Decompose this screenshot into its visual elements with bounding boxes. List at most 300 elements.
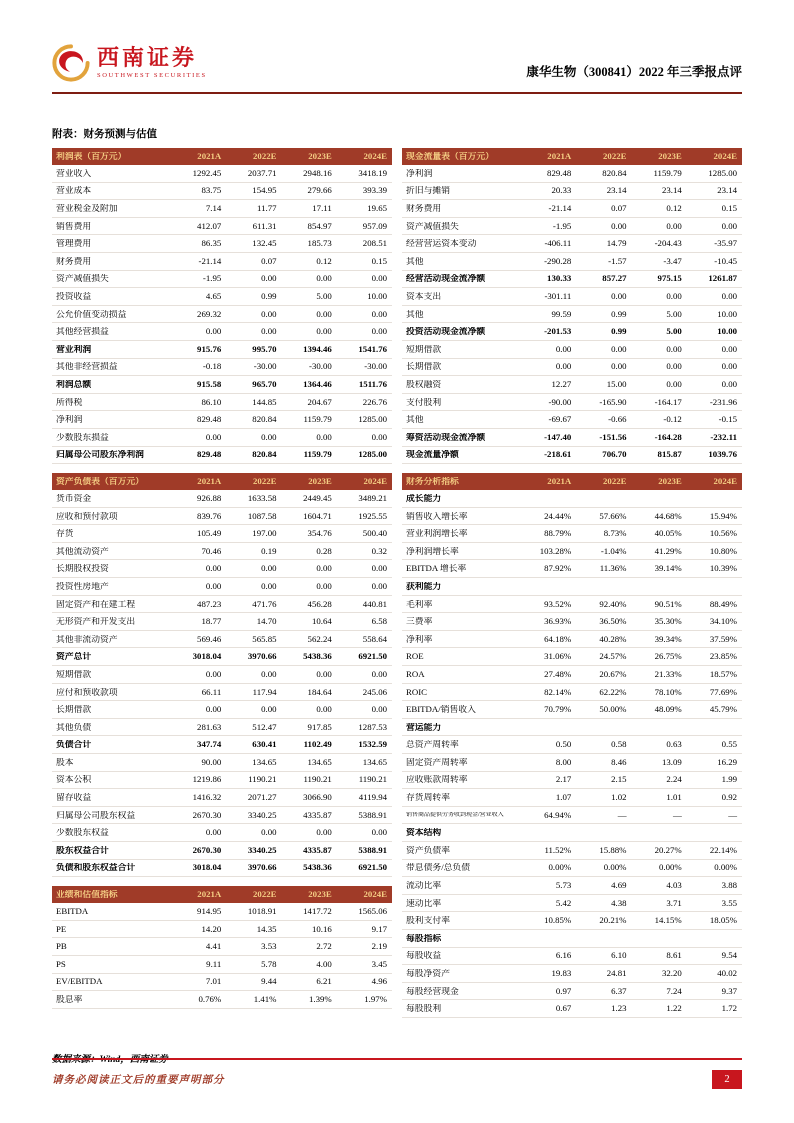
table-row [52, 508, 392, 526]
cell-value: 18.57% [709, 668, 737, 679]
cell-value: -21.14 [548, 203, 572, 214]
page-header [52, 44, 742, 94]
cell-value: -164.28 [654, 431, 682, 442]
cell-value: 1532.59 [358, 739, 387, 750]
table-row [52, 754, 392, 772]
table-row [52, 183, 392, 201]
row-label: 应付和预收款项 [56, 687, 118, 697]
cell-value: 1364.46 [303, 379, 332, 390]
cell-value: 0.00 [371, 273, 387, 284]
cell-value: 5.42 [555, 897, 572, 908]
cell-value: 354.76 [307, 528, 332, 539]
row-label: ROIC [406, 687, 428, 697]
cell-value: 1565.06 [358, 906, 387, 917]
cell-value: 558.64 [362, 633, 387, 644]
cell-value: 40.28% [599, 633, 627, 644]
cell-value: 471.76 [252, 598, 277, 609]
table-row [402, 719, 742, 737]
cell-value: 0.12 [316, 255, 332, 266]
cell-value: 965.70 [252, 379, 277, 390]
table-row [402, 983, 742, 1001]
year-column-header: 2022E [253, 476, 277, 487]
row-label: 股本 [56, 757, 74, 767]
tables-area [52, 148, 742, 1027]
table-row [52, 578, 392, 596]
cell-value: 8.00 [555, 756, 572, 767]
cell-value: 0.00 [666, 343, 682, 354]
cash-flow-table [402, 148, 742, 464]
cell-value: -21.14 [198, 255, 222, 266]
table-row [52, 165, 392, 183]
cell-value: 0.00 [371, 308, 387, 319]
cell-value: 2670.30 [192, 809, 222, 820]
cell-value: -1.95 [202, 273, 222, 284]
row-label: 其他非经营损益 [56, 362, 118, 372]
data-source-note: 数据来源：Wind，西南证券 [52, 1054, 168, 1065]
row-label: PE [56, 924, 67, 934]
cell-value: 0.00 [721, 361, 737, 372]
year-column-header: 2021A [197, 476, 222, 487]
table-row [402, 525, 742, 543]
cell-value: 0.00 [721, 291, 737, 302]
row-label: ROA [406, 669, 425, 679]
cell-value: 34.10% [709, 616, 737, 627]
row-label: 折旧与摊销 [406, 186, 450, 196]
cell-value: 14.20 [201, 923, 222, 934]
cell-value: 10.39% [709, 563, 737, 574]
cell-value: 0.00 [666, 220, 682, 231]
valuation-metrics-table [52, 886, 392, 1009]
cell-value: 2.24 [666, 774, 682, 785]
row-label: 营业利润增长率 [406, 529, 468, 538]
table-row [402, 789, 742, 807]
cell-value: 4.03 [666, 880, 682, 891]
cell-value: -30.00 [364, 361, 387, 372]
row-label: 短期借款 [56, 669, 92, 679]
table-row [402, 666, 742, 684]
row-label: 销售收入增长率 [406, 511, 468, 521]
cell-value: 1925.55 [358, 510, 387, 521]
cell-value: 0.99 [611, 308, 627, 319]
cell-value: 915.76 [197, 343, 222, 354]
cell-value: 6921.50 [358, 862, 387, 873]
cell-value: 3.53 [261, 941, 277, 952]
row-label: 毛利率 [406, 599, 433, 609]
cell-value: 1604.71 [303, 510, 332, 521]
cell-value: 4335.87 [303, 844, 332, 855]
cell-value: 0.00 [316, 668, 332, 679]
table-row [402, 508, 742, 526]
cell-value: 1416.32 [192, 792, 222, 803]
cell-value: 64.94% [544, 809, 572, 820]
table-row [52, 271, 392, 289]
table-row [402, 772, 742, 790]
row-label: 现金流量净额 [406, 450, 459, 460]
cell-value: 70.46 [201, 545, 222, 556]
cell-value: 0.00 [371, 668, 387, 679]
cell-value: 0.00 [371, 326, 387, 337]
table-row [402, 183, 742, 201]
table-row [52, 200, 392, 218]
cell-value: 10.85% [544, 915, 572, 926]
cell-value: 24.44% [544, 510, 572, 521]
cell-value: 829.48 [197, 414, 222, 425]
cell-value: 14.79 [606, 238, 627, 249]
cell-value: 3.71 [666, 897, 682, 908]
table-row [402, 543, 742, 561]
cell-value: 4.00 [316, 958, 332, 969]
row-label: EBITDA/销售收入 [406, 705, 476, 714]
table-row [402, 701, 742, 719]
table-title: 业绩和估值指标 [56, 890, 118, 900]
cell-value: 2449.45 [303, 492, 332, 503]
cell-value: 3418.19 [358, 167, 387, 178]
cell-value: 0.00 [261, 827, 277, 838]
table-row [402, 648, 742, 666]
cell-value: 99.59 [551, 308, 572, 319]
cell-value: 32.20 [661, 968, 682, 979]
table-row [402, 736, 742, 754]
year-column-header: 2024E [363, 889, 387, 900]
cell-value: 23.14 [606, 185, 627, 196]
table-row [402, 631, 742, 649]
cell-value: 5.78 [261, 958, 277, 969]
appendix-heading: 附表：财务预测与估值 [52, 129, 157, 140]
table-row [52, 938, 392, 956]
cell-value: -231.96 [709, 396, 737, 407]
cell-value: -1.95 [552, 220, 572, 231]
table-row [402, 218, 742, 236]
cell-value: 2071.27 [247, 792, 277, 803]
cell-value: — [672, 809, 682, 820]
row-label: 归属母公司股东净利润 [56, 450, 144, 460]
table-row [402, 684, 742, 702]
cell-value: 1417.72 [303, 906, 332, 917]
cell-value: 15.94% [709, 510, 737, 521]
cell-value: 3.55 [721, 897, 737, 908]
cell-value: 1159.79 [653, 167, 682, 178]
row-label: 营业利润 [56, 344, 92, 354]
cell-value: 2.17 [555, 774, 572, 785]
cell-value: 0.76% [198, 994, 222, 1005]
row-label: PB [56, 942, 67, 952]
cell-value: -0.18 [202, 361, 222, 372]
cell-value: -35.97 [714, 238, 737, 249]
table-row [52, 789, 392, 807]
cell-value: 4335.87 [303, 809, 332, 820]
cell-value: 1292.45 [192, 167, 222, 178]
cell-value: -204.43 [654, 238, 682, 249]
cell-value: 1.23 [611, 1003, 627, 1014]
cell-value: 245.06 [362, 686, 387, 697]
cell-value: 0.00 [371, 827, 387, 838]
cell-value: 8.46 [611, 756, 627, 767]
table-row [52, 648, 392, 666]
cell-value: 839.76 [197, 510, 222, 521]
cell-value: 10.16 [311, 923, 332, 934]
cell-value: 18.77 [201, 616, 222, 627]
cell-value: 0.67 [555, 1003, 572, 1014]
cell-value: 0.58 [611, 739, 627, 750]
cell-value: 16.29 [717, 756, 737, 767]
income-statement-table [52, 148, 392, 464]
row-label: 净利润 [406, 168, 433, 178]
cell-value: 4119.94 [358, 792, 387, 803]
cell-value: 0.00 [205, 326, 222, 337]
cell-value: 5.00 [666, 326, 682, 337]
cell-value: 4.41 [205, 941, 222, 952]
table-row [402, 877, 742, 895]
table-row [52, 903, 392, 921]
cell-value: 0.00 [371, 580, 387, 591]
cell-value: 1018.91 [247, 906, 277, 917]
cell-value: 48.09% [654, 704, 682, 715]
cell-value: 0.07 [611, 203, 627, 214]
table-row [52, 288, 392, 306]
row-label: 短期借款 [406, 344, 442, 354]
year-column-header: 2023E [658, 476, 682, 487]
cell-value: 0.00 [261, 704, 277, 715]
row-label: 资本支出 [406, 292, 442, 301]
cell-value: 0.00 [261, 668, 277, 679]
cell-value: 1102.49 [303, 739, 332, 750]
row-label: 经营营运资本变动 [406, 239, 477, 249]
left-column [52, 148, 392, 1027]
cell-value: 86.35 [201, 238, 222, 249]
cell-value: 0.00 [555, 361, 572, 372]
cell-value: 10.00 [717, 308, 737, 319]
cell-value: 22.14% [709, 844, 737, 855]
cell-value: 1087.58 [247, 510, 277, 521]
cell-value: 66.11 [201, 686, 222, 697]
cell-value: 134.65 [252, 756, 277, 767]
cell-value: 105.49 [197, 528, 222, 539]
cell-value: 0.00 [261, 326, 277, 337]
cell-value: 1.99 [721, 774, 737, 785]
cell-value: 92.40% [599, 598, 627, 609]
cell-value: 1.22 [666, 1003, 682, 1014]
cell-value: -165.90 [599, 396, 627, 407]
cell-value: 0.99 [611, 326, 627, 337]
cell-value: 0.00 [261, 563, 277, 574]
cell-value: 3018.04 [192, 651, 222, 662]
cell-value: 1287.53 [358, 721, 387, 732]
year-column-header: 2023E [308, 151, 332, 162]
cell-value: 185.73 [307, 238, 332, 249]
cell-value: 569.46 [197, 633, 222, 644]
cell-value: 5.73 [555, 880, 572, 891]
cell-value: 857.27 [602, 273, 627, 284]
row-label: 投资性房地产 [56, 581, 109, 591]
cell-value: 40.02 [717, 968, 737, 979]
table-header-row [52, 148, 392, 165]
row-label: 留存收益 [56, 793, 92, 802]
table-row [402, 965, 742, 983]
row-label: 公允价值变动损益 [56, 309, 127, 319]
year-column-header: 2023E [658, 151, 682, 162]
cell-value: 8.73% [603, 528, 627, 539]
table-row [52, 596, 392, 614]
row-label: 总资产周转率 [406, 740, 459, 750]
page-number-badge: 2 [712, 1070, 742, 1089]
cell-value: — [617, 809, 627, 820]
brand-text [97, 47, 207, 79]
cell-value: 0.15 [721, 203, 737, 214]
cell-value: 0.00 [316, 273, 332, 284]
cell-value: 565.85 [252, 633, 277, 644]
table-row [402, 948, 742, 966]
table-row [52, 394, 392, 412]
table-row [52, 447, 392, 465]
cell-value: 41.29% [654, 545, 682, 556]
cell-value: 20.33 [551, 185, 572, 196]
cell-value: 20.21% [599, 915, 627, 926]
cell-value: 64.18% [544, 633, 572, 644]
row-label: 投资活动现金流净额 [406, 327, 486, 337]
cell-value: 1190.21 [248, 774, 277, 785]
year-column-header: 2023E [308, 889, 332, 900]
cell-value: 226.76 [362, 396, 387, 407]
row-label: 筹资活动现金流净额 [406, 432, 486, 442]
cell-value: 15.00 [606, 379, 627, 390]
cell-value: 14.35 [256, 923, 277, 934]
table-row [52, 991, 392, 1009]
cell-value: 1285.00 [358, 414, 387, 425]
brand-logo [52, 44, 207, 82]
cell-value: 204.67 [307, 396, 332, 407]
row-label: 应收账款周转率 [406, 775, 468, 785]
cell-value: 3018.04 [192, 862, 222, 873]
cell-value: 40.05% [654, 528, 682, 539]
cell-value: 500.40 [362, 528, 387, 539]
table-row [402, 596, 742, 614]
cell-value: 70.79% [544, 704, 572, 715]
cell-value: 0.00 [666, 291, 682, 302]
table-row [402, 323, 742, 341]
table-row [52, 253, 392, 271]
cell-value: 6.10 [611, 950, 627, 961]
cell-value: 7.01 [205, 976, 222, 987]
cell-value: 20.67% [599, 668, 627, 679]
table-row [52, 974, 392, 992]
cell-value: -218.61 [544, 449, 572, 460]
table-row [52, 701, 392, 719]
table-title: 财务分析指标 [406, 477, 459, 486]
cell-value: 6.37 [611, 985, 627, 996]
cell-value: 926.88 [197, 492, 222, 503]
cell-value: 45.79% [709, 704, 737, 715]
cell-value: 914.95 [197, 906, 222, 917]
table-row [402, 288, 742, 306]
year-column-header: 2021A [197, 151, 222, 162]
row-label: 负债合计 [56, 740, 92, 750]
table-row [402, 447, 742, 465]
cell-value: 90.00 [201, 756, 222, 767]
cell-value: 5.00 [666, 308, 682, 319]
cell-value: 0.00 [611, 291, 627, 302]
cell-value: 88.49% [709, 598, 737, 609]
row-label: 营业税金及附加 [56, 204, 118, 213]
cell-value: 93.52% [544, 598, 572, 609]
table-row [402, 411, 742, 429]
cell-value: -1.04% [600, 545, 627, 556]
cell-value: 144.85 [252, 396, 277, 407]
cell-value: 50.00% [599, 704, 627, 715]
page-footer [52, 1058, 742, 1089]
table-row [52, 772, 392, 790]
row-label: EBITDA 增长率 [406, 564, 467, 574]
cell-value: 0.92 [721, 792, 737, 803]
table-row [52, 560, 392, 578]
row-label: 资本结构 [406, 828, 442, 838]
cell-value: -1.57 [608, 255, 627, 266]
year-column-header: 2024E [363, 476, 387, 487]
cell-value: 24.81 [606, 968, 627, 979]
table-row [52, 341, 392, 359]
cell-value: -10.45 [714, 255, 737, 266]
cell-value: 815.87 [657, 449, 682, 460]
cell-value: 7.14 [205, 203, 222, 214]
cell-value: 19.83 [551, 968, 572, 979]
financial-indicators-table [402, 473, 742, 1018]
cell-value: -301.11 [544, 291, 572, 302]
cell-value: 132.45 [252, 238, 277, 249]
row-label: 净利率 [406, 634, 433, 644]
cell-value: 0.00 [205, 580, 222, 591]
row-label: ROE [406, 652, 424, 662]
cell-value: 0.00 [371, 563, 387, 574]
table-row [402, 930, 742, 948]
cell-value: 0.12 [666, 203, 682, 214]
table-row [52, 359, 392, 377]
table-header-row [402, 473, 742, 490]
cell-value: 0.00 [261, 308, 277, 319]
table-row [52, 719, 392, 737]
table-row [52, 860, 392, 878]
row-label: 三费率 [406, 617, 433, 626]
cell-value: 18.05% [709, 915, 737, 926]
cell-value: -164.17 [654, 396, 682, 407]
cell-value: 87.92% [544, 563, 572, 574]
cell-value: 9.17 [371, 923, 387, 934]
cell-value: 0.00 [205, 827, 222, 838]
row-label: 固定资产周转率 [406, 757, 468, 767]
table-row [52, 411, 392, 429]
row-label: 净利润增长率 [406, 546, 459, 556]
cell-value: 440.81 [362, 598, 387, 609]
cell-value: 0.00 [316, 704, 332, 715]
cell-value: 0.00 [316, 827, 332, 838]
cell-value: 27.48% [544, 668, 572, 679]
cell-value: 393.39 [362, 185, 387, 196]
cell-value: 0.00 [316, 326, 332, 337]
cell-value: 975.15 [657, 273, 682, 284]
cell-value: 31.06% [544, 651, 572, 662]
cell-value: 37.59% [709, 633, 737, 644]
cell-value: 995.70 [252, 343, 277, 354]
cell-value: 9.37 [721, 985, 737, 996]
cell-value: 0.00 [205, 563, 222, 574]
table-row [402, 271, 742, 289]
row-label: 其他负债 [56, 722, 92, 732]
cell-value: 44.68% [654, 510, 682, 521]
cell-value: 1159.79 [303, 414, 332, 425]
cell-value: 184.64 [307, 686, 332, 697]
row-label: 长期股权投资 [56, 564, 109, 574]
cell-value: 154.95 [252, 185, 277, 196]
cell-value: 0.00 [666, 361, 682, 372]
cell-value: 1.72 [721, 1003, 737, 1014]
